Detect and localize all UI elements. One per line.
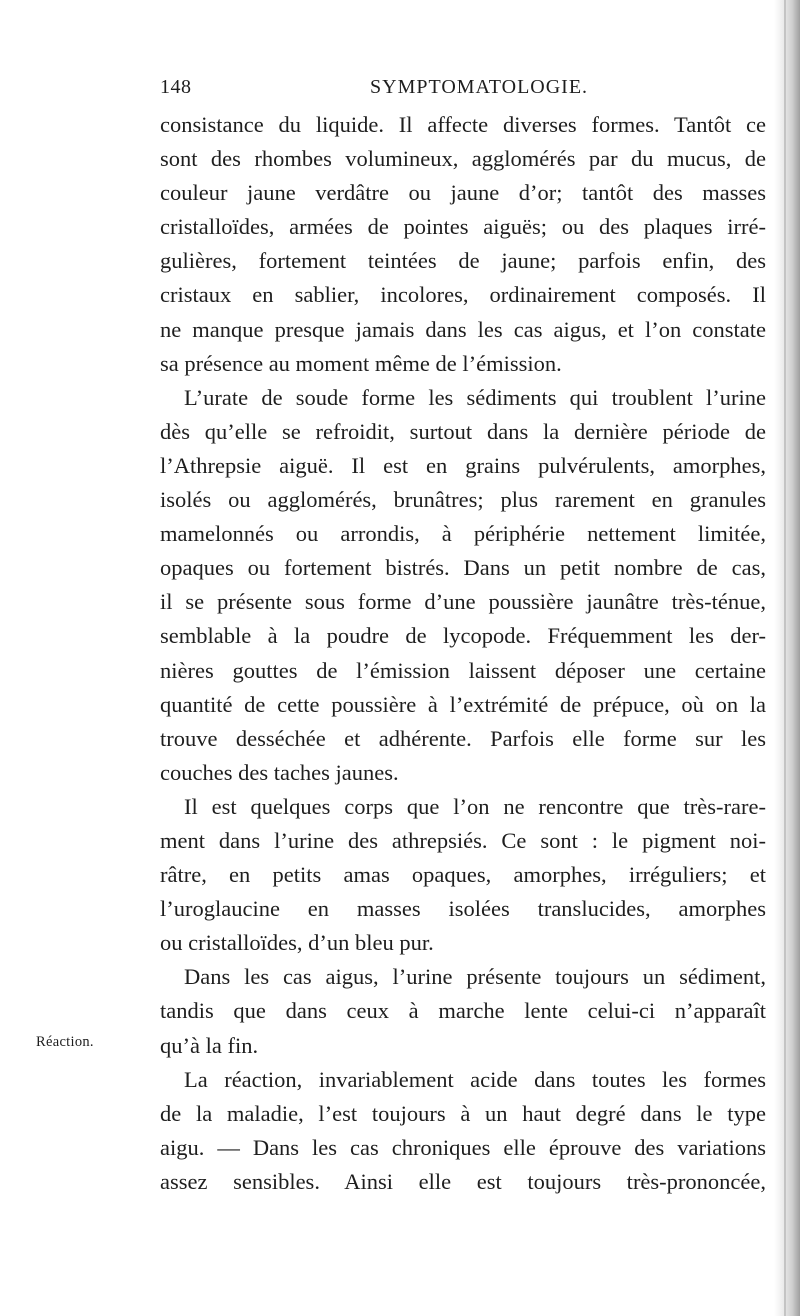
text-line: tandis que dans ceux à marche lente celui-ci n’apparaît: [160, 998, 766, 1024]
text-line: cristaux en sablier, incolores, ordinairement composés. Il: [160, 282, 766, 308]
text-line: râtre, en petits amas opaques, amorphes, irréguliers; et: [160, 862, 766, 888]
text-line: dès qu’elle se refroidit, surtout dans la dernière période de: [160, 418, 766, 444]
page-edge-line: [784, 0, 786, 1316]
text-line: semblable à la poudre de lycopode. Fréquemment les der-: [160, 623, 766, 649]
text-line: gulières, fortement teintées de jaune; parfois enfin, des: [160, 248, 766, 274]
text-line: L’urate de soude forme les sédiments qui troublent l’urine: [184, 384, 766, 410]
body-text: [160, 108, 766, 1199]
text-line: couches des taches jaunes.: [160, 759, 399, 785]
text-line: cristalloïdes, armées de pointes aiguës; ou des plaques irré-: [160, 214, 766, 240]
text-line: il se présente sous forme d’une poussière jaunâtre très-ténue,: [160, 589, 766, 615]
text-line: nières gouttes de l’émission laissent déposer une certaine: [160, 657, 766, 683]
text-line: de la maladie, l’est toujours à un haut degré dans le type: [160, 1100, 766, 1126]
text-line: mamelonnés ou arrondis, à périphérie nettement limitée,: [160, 521, 766, 547]
text-line: trouve desséchée et adhérente. Parfois elle forme sur les: [160, 725, 766, 751]
text-line: ne manque presque jamais dans les cas aigus, et l’on constate: [160, 316, 766, 342]
text-line: opaques ou fortement bistrés. Dans un petit nombre de cas,: [160, 555, 766, 581]
text-line: aigu. — Dans les cas chroniques elle éprouve des variations: [160, 1134, 766, 1160]
text-line: l’uroglaucine en masses isolées translucides, amorphes: [160, 896, 766, 922]
text-line: l’Athrepsie aiguë. Il est en grains pulvérulents, amorphes,: [160, 452, 766, 478]
text-line: isolés ou agglomérés, brunâtres; plus rarement en granules: [160, 487, 766, 513]
text-line: Dans les cas aigus, l’urine présente toujours un sédiment,: [184, 964, 766, 990]
running-title: SYMPTOMATOLOGIE.: [370, 76, 589, 98]
text-line: sa présence au moment même de l’émission.: [160, 350, 562, 376]
running-head: [160, 76, 780, 106]
text-line: La réaction, invariablement acide dans toutes les formes: [184, 1066, 766, 1092]
text-line: Il est quelques corps que l’on ne rencontre que très-rare-: [184, 793, 766, 819]
text-line: sont des rhombes volumineux, agglomérés par du mucus, de: [160, 146, 766, 172]
page-edge-shadow: [774, 0, 800, 1316]
text-line: quantité de cette poussière à l’extrémité de prépuce, où on la: [160, 691, 766, 717]
margin-note-reaction: Réaction.: [36, 1034, 94, 1050]
text-line: qu’à la fin.: [160, 1032, 259, 1058]
text-line: ou cristalloïdes, d’un bleu pur.: [160, 930, 434, 956]
text-line: assez sensibles. Ainsi elle est toujours très-prononcée,: [160, 1168, 766, 1194]
text-line: consistance du liquide. Il affecte diverses formes. Tantôt ce: [160, 112, 766, 137]
text-line: ment dans l’urine des athrepsiés. Ce sont : le pigment noi-: [160, 827, 766, 853]
page-number: 148: [160, 76, 192, 98]
text-line: couleur jaune verdâtre ou jaune d’or; tantôt des masses: [160, 180, 766, 206]
